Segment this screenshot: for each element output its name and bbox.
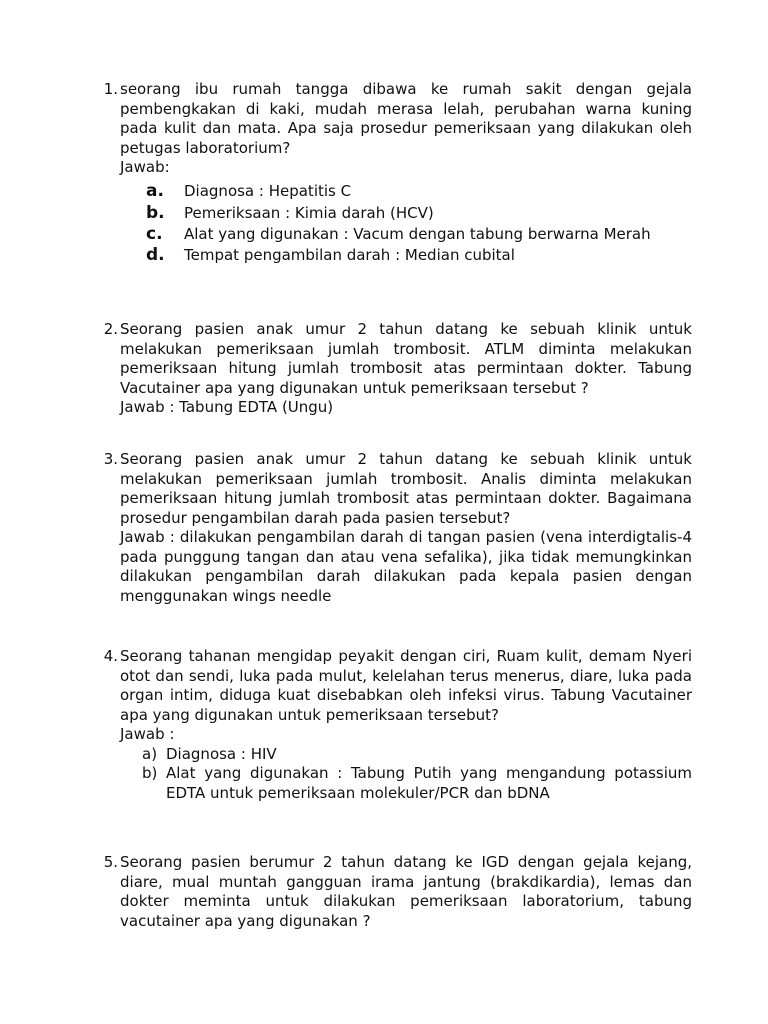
answer-text: Jawab : dilakukan pengambilan darah di tangan pasien (vena interdigtalis-4 pada punggung tangan dan atau vena sefalika), jika tidak memungkinkan dilakukan pengambilan darah dilakukan pada kepala pasien dengan menggunakan wings needle: [120, 528, 692, 605]
question-2: [96, 320, 692, 418]
answer-item: [120, 224, 692, 244]
item-text: Alat yang digunakan : Vacum dengan tabung berwarna Merah: [184, 224, 651, 243]
answer-item: [142, 745, 692, 765]
answer-item: [120, 244, 692, 266]
item-text: Diagnosa : Hepatitis C: [184, 181, 352, 200]
question-text: seorang ibu rumah tangga dibawa ke rumah sakit dengan gejala pembengkakan di kaki, mudah merasa lelah, perubahan warna kuning pada kulit dan mata. Apa saja prosedur pemeriksaan yang dilakukan oleh petugas laboratorium?: [120, 80, 692, 157]
answer-item: [120, 180, 692, 202]
question-1: [96, 80, 692, 266]
question-number: 3.: [103, 450, 118, 468]
question-text: Seorang tahanan mengidap peyakit dengan ciri, Ruam kulit, demam Nyeri otot dan sendi, luka pada mulut, kelelahan terus menerus, diare, luka pada organ intim, diduga kuat disebabkan oleh infeksi virus. Tabung Vacutainer apa yang digunakan untuk pemeriksaan tersebut?: [120, 647, 692, 724]
item-text: Alat yang digunakan : Tabung Putih yang mengandung potassium EDTA untuk pemeriksaan molekuler/PCR dan bDNA: [166, 764, 692, 802]
question-number: 4.: [103, 647, 118, 665]
item-letter: d.: [146, 244, 165, 265]
question-number: 1.: [103, 80, 118, 98]
answer-text: Jawab : Tabung EDTA (Ungu): [120, 398, 334, 416]
question-5: [96, 853, 692, 931]
question-text: Seorang pasien berumur 2 tahun datang ke IGD dengan gejala kejang, diare, mual muntah gangguan irama jantung (brakdikardia), lemas dan dokter meminta untuk dilakukan pemeriksaan laboratorium, tabung vacutainer apa yang digunakan ?: [120, 853, 692, 930]
answer-label: Jawab :: [120, 725, 175, 743]
answer-item: [120, 202, 692, 224]
answer-item: [142, 764, 692, 803]
question-3: [96, 450, 692, 606]
item-letter: c.: [146, 223, 163, 244]
item-letter: a.: [146, 180, 164, 201]
answer-label: Jawab:: [120, 158, 170, 176]
question-text: Seorang pasien anak umur 2 tahun datang ke sebuah klinik untuk melakukan pemeriksaan jumlah trombosit. Analis diminta melakukan pemeriksaan hitung jumlah trombosit atas permintaan dokter. Bagaimana prosedur pengambilan darah pada pasien tersebut?: [120, 450, 692, 527]
question-4: [96, 647, 692, 803]
item-letter: b): [142, 764, 158, 782]
question-number: 2.: [103, 320, 118, 338]
question-number: 5.: [103, 853, 118, 871]
item-text: Pemeriksaan : Kimia darah (HCV): [184, 203, 434, 222]
item-letter: b.: [146, 202, 165, 223]
item-text: Tempat pengambilan darah : Median cubital: [184, 245, 515, 264]
item-letter: a): [142, 744, 158, 763]
item-text: Diagnosa : HIV: [166, 744, 277, 763]
question-text: Seorang pasien anak umur 2 tahun datang ke sebuah klinik untuk melakukan pemeriksaan jumlah trombosit. ATLM diminta melakukan pemeriksaan hitung jumlah trombosit atas permintaan dokter. Tabung Vacutainer apa yang digunakan untuk pemeriksaan tersebut ?: [120, 320, 692, 397]
